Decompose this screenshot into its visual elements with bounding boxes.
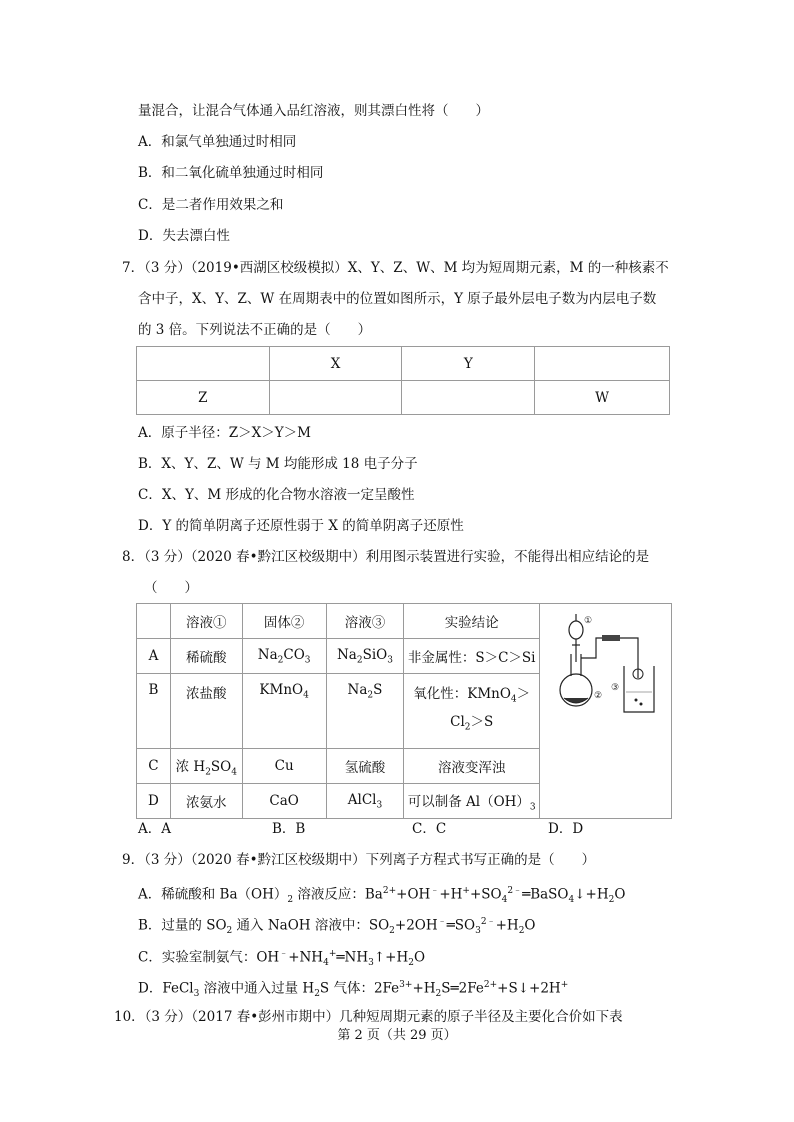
row-c-solution-3: 氢硫酸 [326,749,404,784]
q8-stem-line-1: 8．（3 分）（2020 春•黔江区校级期中）利用图示装置进行实验，不能得出相应结论的是 [122,549,650,565]
q8-option-b: B．B [272,821,306,837]
row-a-conclusion: 非金属性：S＞C＞Si [404,639,540,674]
row-b-solid-2: KMnO$_4$ [242,674,326,749]
cell [137,347,270,381]
q6-option-c: C．是二者作用效果之和 [138,197,284,213]
row-d-conclusion: 可以制备 $Al(OH)_3$ [404,784,540,819]
row-d-solution-3: AlCl$_3$ [326,784,404,819]
label-2: ② [594,691,603,701]
apparatus-diagram [544,608,666,726]
row-d-solution-1: 浓氨水 [170,784,242,819]
row-b-conclusion: 氧化性：KMnO$_4$＞ $Cl_2>S$ [404,674,540,749]
row-a-solid-2: $Na_2CO_3$ [242,639,326,674]
experiment-table [136,603,672,819]
q7-stem-line-3: 的 3 倍。下列说法不正确的是（ ） [138,322,372,338]
row-c-conclusion: 溶液变浑浊 [404,749,540,784]
q9-option-d: D．FeCl$_3$ 溶液中通入过量 $H_2S$ 气体：$2Fe^{3+}+H_2S═2Fe^{2+}+S↓+2H^+$ [138,980,569,1000]
cell [535,347,670,381]
q9-stem: 9．（3 分）（2020 春•黔江区校级期中）下列离子方程式书写正确的是（ ） [122,852,596,868]
q8-option-d: D．D [548,821,584,837]
cell [269,381,402,415]
q8-option-a: A．A [138,821,171,837]
q7-option-b: B．X、Y、Z、W 与 M 均能形成 18 电子分子 [138,456,418,472]
cell-z: Z [137,381,270,415]
row-c-solution-1: 浓 $H_2SO_4$ [170,749,242,784]
q9-option-c: C．实验室制氨气：$OH^﹣+NH_4^+═NH_3↑+H_2O$ [138,949,426,969]
header-cell [137,604,171,639]
header-solid-2: 固体② [242,604,326,639]
row-label-d: D [137,784,171,819]
cell [402,381,535,415]
cell-x: X [269,347,402,381]
q7-option-d: D．Y 的简单阴离子还原性弱于 X 的简单阴离子还原性 [138,518,464,534]
q9-option-b: B．过量的 $SO_2$ 通入 NaOH 溶液中：$SO_2+2OH^﹣═SO_3^{2﹣}+H_2O$ [138,917,536,937]
row-b-solution-1: 浓盐酸 [170,674,242,749]
label-1: ① [584,616,593,626]
label-3: ③ [611,683,620,693]
row-c-solid-2: Cu [242,749,326,784]
q9-option-a: A．稀硫酸和 $Ba(OH)_2$ 溶液反应：$Ba^{2+}+OH^﹣+H^++SO_4^{2﹣}═BaSO_4↓+H_2O$ [138,886,626,906]
row-a-solution-1: 稀硫酸 [170,639,242,674]
periodic-position-table [136,346,670,415]
header-conclusion: 实验结论 [404,604,540,639]
page-footer: 第 2 页（共 29 页） [337,1028,457,1043]
q6-option-d: D．失去漂白性 [138,228,230,244]
apparatus-diagram-cell [539,604,671,819]
row-label-a: A [137,639,171,674]
q6-stem-tail: 量混合，让混合气体通入品红溶液，则其漂白性将（ ） [138,103,489,119]
q6-option-b: B．和二氧化硫单独通过时相同 [138,165,324,181]
q7-stem-line-2: 含中子，X、Y、Z、W 在周期表中的位置如图所示，Y 原子最外层电子数为内层电子数 [138,291,657,307]
cell-y: Y [402,347,535,381]
header-solution-1: 溶液① [170,604,242,639]
row-label-c: C [137,749,171,784]
q10-stem: 10．（3 分）（2017 春•彭州市期中）几种短周期元素的原子半径及主要化合价如下表 [114,1009,623,1025]
row-b-solution-3: $Na_2S$ [326,674,404,749]
cell-w: W [535,381,670,415]
row-label-b: B [137,674,171,749]
q7-option-c: C．X、Y、M 形成的化合物水溶液一定呈酸性 [138,487,415,503]
row-d-solid-2: CaO [242,784,326,819]
q7-stem-line-1: 7．（3 分）（2019•西湖区校级模拟）X、Y、Z、W、M 均为短周期元素，M 的一种核素不 [122,260,669,276]
header-solution-3: 溶液③ [326,604,404,639]
q7-option-a: A．原子半径：Z＞X＞Y＞M [138,425,311,441]
q8-stem-line-2: （ ） [144,580,198,596]
q8-option-c: C．C [412,821,447,837]
q6-option-a: A．和氯气单独通过时相同 [138,134,297,150]
row-a-solution-3: $Na_2SiO_3$ [326,639,404,674]
